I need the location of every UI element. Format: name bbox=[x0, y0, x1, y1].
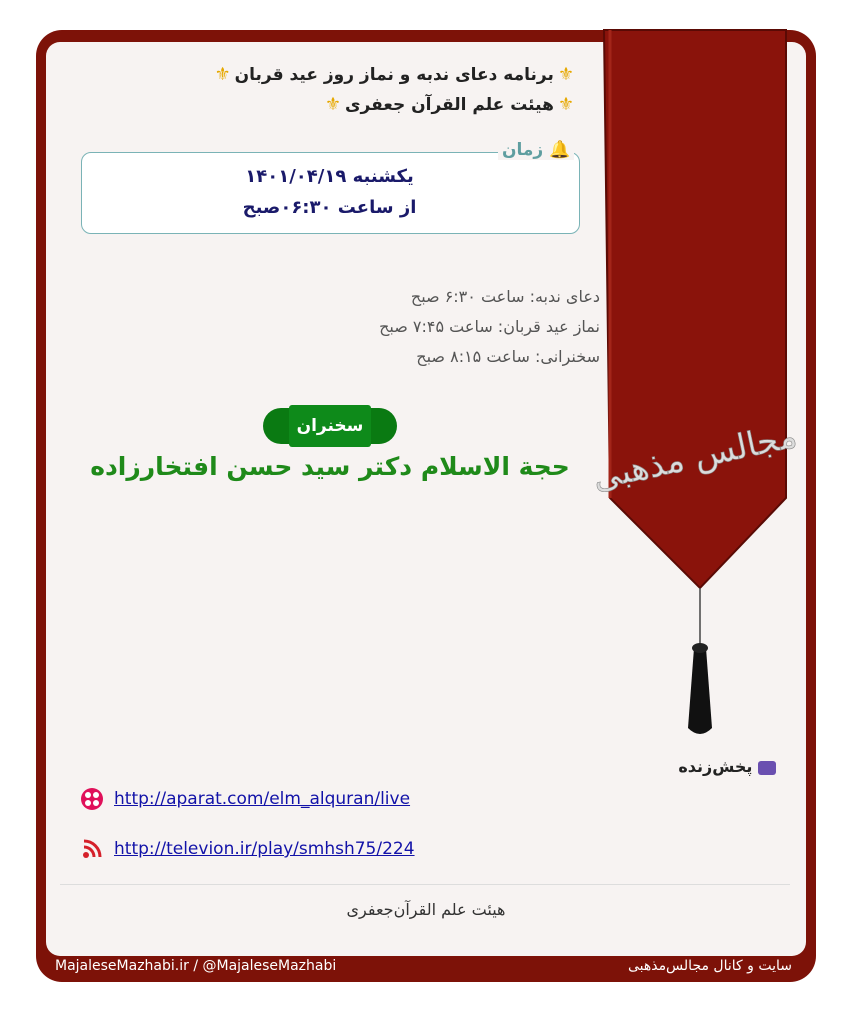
fleur-icon: ⚜ bbox=[557, 94, 574, 115]
speaker-badge-label: سخنران bbox=[289, 405, 371, 447]
hour-line: از ساعت ۰۶:۳۰صبح bbox=[242, 197, 417, 218]
date-line: یکشنبه ۱۴۰۱/۰۴/۱۹ bbox=[245, 166, 414, 187]
site-caption: سایت و کانال مجالس‌مذهبی bbox=[627, 958, 792, 974]
banner-pennant bbox=[589, 28, 801, 748]
header-line-2: ⚜هیئت علم القرآن جعفری⚜ bbox=[324, 94, 574, 115]
fleur-icon: ⚜ bbox=[557, 64, 574, 85]
schedule-item: دعای ندبه: ساعت ۶:۳۰ صبح bbox=[410, 287, 600, 306]
footer-org-name: هیئت علم القرآن‌جعفری bbox=[346, 900, 506, 919]
schedule-item: نماز عید قربان: ساعت ۷:۴۵ صبح bbox=[379, 317, 600, 336]
speaker-badge bbox=[263, 405, 397, 447]
fleur-icon: ⚜ bbox=[324, 94, 341, 115]
time-label: 🔔 زمان bbox=[498, 140, 574, 160]
live-label: پخش‌زنده bbox=[678, 757, 776, 776]
live-link-row bbox=[80, 837, 415, 861]
site-handle: MajaleseMazhabi.ir / @MajaleseMazhabi bbox=[55, 958, 337, 974]
aparat-link[interactable]: http://aparat.com/elm_alquran/live bbox=[114, 789, 411, 809]
time-box bbox=[81, 152, 580, 234]
aparat-icon bbox=[80, 787, 104, 811]
fleur-icon: ⚜ bbox=[214, 64, 231, 85]
live-link-row bbox=[80, 787, 410, 811]
divider bbox=[60, 884, 790, 885]
speaker-name: حجة الاسلام دکتر سید حسن افتخارزاده bbox=[90, 452, 570, 481]
schedule-item: سخنرانی: ساعت ۸:۱۵ صبح bbox=[416, 347, 600, 366]
camera-icon bbox=[758, 761, 776, 775]
header-line-1: ⚜برنامه دعای ندبه و نماز روز عید قربان⚜ bbox=[214, 64, 574, 85]
broadcast-icon bbox=[80, 837, 104, 861]
televion-link[interactable]: http://televion.ir/play/smhsh75/224 bbox=[114, 839, 415, 859]
banner-logo: مجالس مذهبی bbox=[589, 415, 801, 499]
bell-icon: 🔔 bbox=[549, 140, 571, 160]
